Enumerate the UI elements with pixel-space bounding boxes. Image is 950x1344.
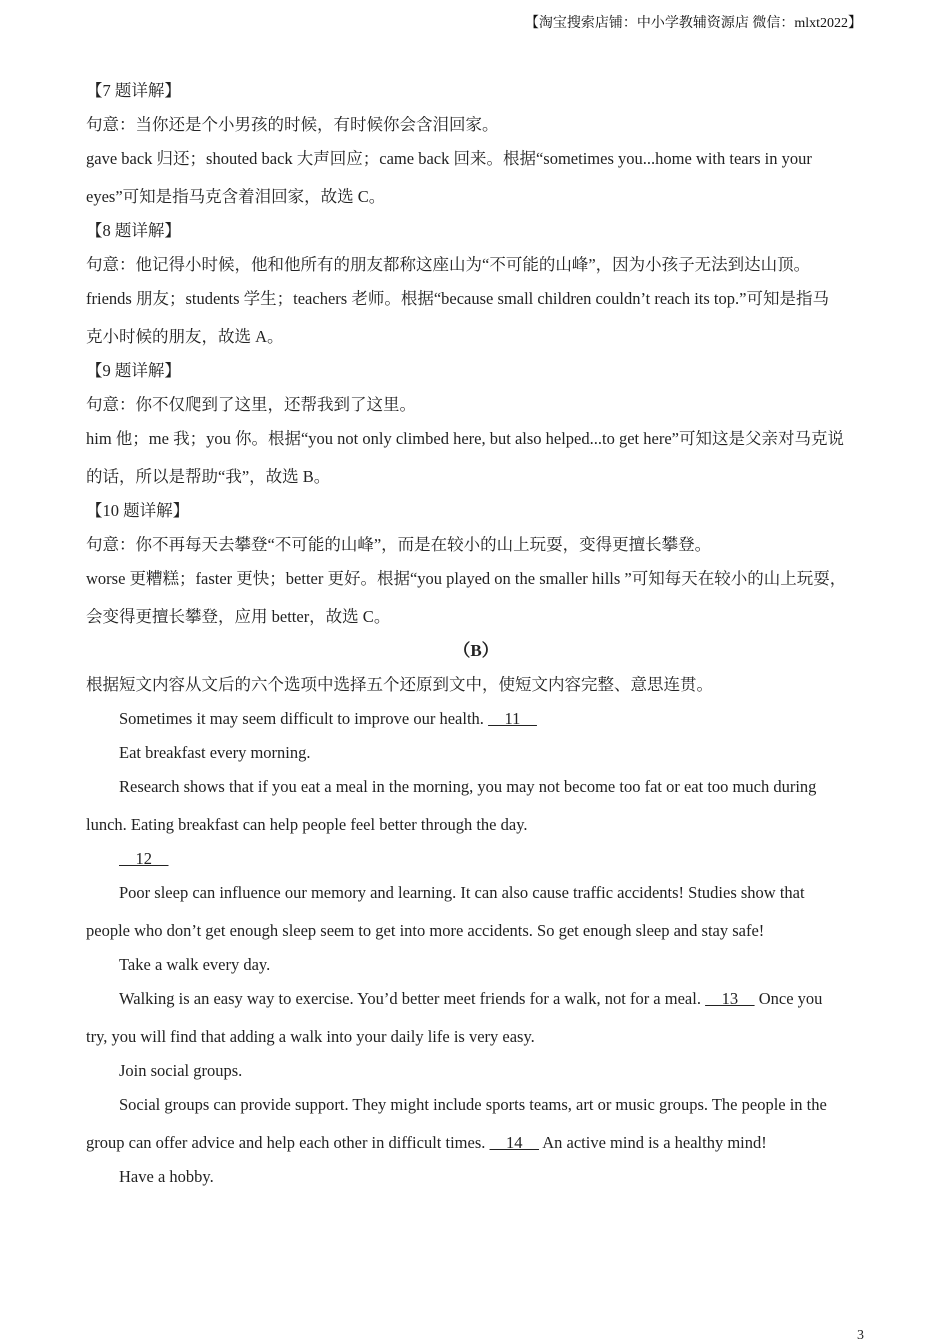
- blank-14: 14: [489, 1133, 539, 1152]
- q8-meaning: 句意：他记得小时候，他和他所有的朋友都称这座山为“不可能的山峰”，因为小孩子无法到达山顶。: [86, 255, 811, 274]
- section-b-heading: （B）: [453, 641, 499, 660]
- blank-11: 11: [488, 709, 537, 728]
- blank-12-line: [86, 846, 866, 880]
- q10-title: 【10 题详解】: [86, 501, 190, 520]
- q9-title: 【9 题详解】: [86, 361, 181, 380]
- paragraph-5-line-2: [86, 1130, 866, 1164]
- paragraph-5-text-b: An active mind is a healthy mind!: [539, 1133, 767, 1152]
- q7-explain-2: eyes”可知是指马克含着泪回家，故选 C。: [86, 187, 386, 206]
- paragraph-4-text-b: Once you: [754, 989, 823, 1008]
- paragraph-3-line-2: people who don’t get enough sleep seem to get into more accidents. So get enough sleep and stay safe!: [86, 921, 765, 940]
- page-number: 3: [857, 1328, 864, 1343]
- q9-explain-1: him 他；me 我；you 你。根据“you not only climbed here, but also helped...to get here”可知这是父亲对马克说: [86, 429, 844, 448]
- q8-explain-2: 克小时候的朋友，故选 A。: [86, 327, 284, 346]
- q9-meaning: 句意：你不仅爬到了这里，还帮我到了这里。: [86, 395, 416, 414]
- section-b-instruction: 根据短文内容从文后的六个选项中选择五个还原到文中，使短文内容完整、意思连贯。: [86, 675, 713, 694]
- heading-hobby: Have a hobby.: [119, 1167, 214, 1186]
- page-header: 【淘宝搜索店铺：中小学教辅资源店 微信：mlxt2022】: [524, 16, 862, 31]
- paragraph-4-line-2: try, you will find that adding a walk into your daily life is very easy.: [86, 1027, 535, 1046]
- blank-12: 12: [119, 849, 169, 868]
- paragraph-2-line-1: Research shows that if you eat a meal in the morning, you may not become too fat or eat too much during: [119, 777, 817, 796]
- paragraph-1-text: Sometimes it may seem difficult to improve our health.: [119, 709, 489, 728]
- q7-meaning: 句意：当你还是个小男孩的时候，有时候你会含泪回家。: [86, 115, 499, 134]
- heading-social: Join social groups.: [119, 1061, 243, 1080]
- heading-walk: Take a walk every day.: [119, 955, 271, 974]
- document-body: [86, 78, 866, 1198]
- q9-explain-2: 的话，所以是帮助“我”，故选 B。: [86, 467, 331, 486]
- paragraph-3-line-1: Poor sleep can influence our memory and learning. It can also cause traffic accidents! Studies show that: [119, 883, 805, 902]
- q10-meaning: 句意：你不再每天去攀登“不可能的山峰”，而是在较小的山上玩耍，变得更擅长攀登。: [86, 535, 712, 554]
- paragraph-4-text-a: Walking is an easy way to exercise. You’d better meet friends for a walk, not for a meal.: [119, 989, 706, 1008]
- heading-breakfast: Eat breakfast every morning.: [119, 743, 311, 762]
- paragraph-4-line-1: [86, 986, 866, 1024]
- blank-13: 13: [705, 989, 755, 1008]
- paragraph-1: [86, 706, 866, 740]
- q7-explain-1: gave back 归还；shouted back 大声回应；came back 回来。根据“sometimes you...home with tears in your: [86, 149, 812, 168]
- paragraph-2-line-2: lunch. Eating breakfast can help people feel better through the day.: [86, 815, 528, 834]
- paragraph-5-line-1: Social groups can provide support. They might include sports teams, art or music groups. The people in the: [119, 1095, 827, 1114]
- q8-title: 【8 题详解】: [86, 221, 181, 240]
- q7-title: 【7 题详解】: [86, 81, 181, 100]
- paragraph-5-text-a: group can offer advice and help each other in difficult times.: [86, 1133, 490, 1152]
- q8-explain-1: friends 朋友；students 学生；teachers 老师。根据“because small children couldn’t reach its top.”可知是指马: [86, 289, 829, 308]
- q10-explain-2: 会变得更擅长攀登，应用 better，故选 C。: [86, 607, 391, 626]
- q10-explain-1: worse 更糟糕；faster 更快；better 更好。根据“you played on the smaller hills ”可知每天在较小的山上玩耍，: [86, 569, 847, 588]
